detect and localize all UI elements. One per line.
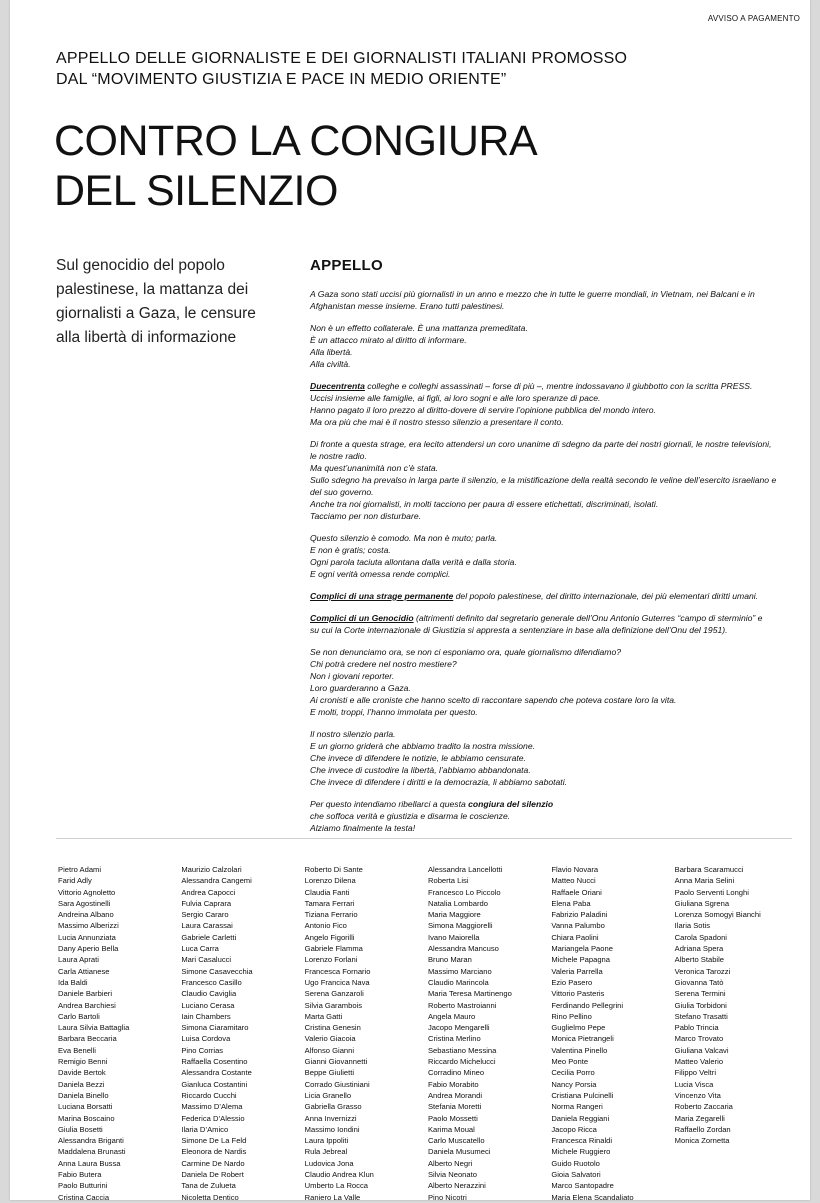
signatory-name: Valentina Pinello <box>551 1045 608 1055</box>
signatory-name: Andreina Albano <box>58 910 114 920</box>
signatory-name: Sergio Cararo <box>181 910 229 920</box>
signatory-name: Corradino Mineo <box>427 1068 485 1078</box>
appeal-line: che soffoca verità e giustizia e disarma le coscienze. <box>310 811 511 821</box>
signatory-name: Cecilia Porro <box>551 1068 595 1078</box>
signatory-name: Tana de Zulueta <box>181 1181 236 1191</box>
signatory-name: Laura Silvia Battaglia <box>58 1023 130 1033</box>
signatory-name: Farid Adly <box>58 876 92 886</box>
signatory-name: Daniela De Robert <box>181 1170 244 1180</box>
signatory-column <box>551 864 674 1203</box>
appeal-paragraph <box>310 646 780 718</box>
appeal-line: colleghe e colleghi assassinati – forse di più –, mentre indossavano il giubbotto con la scritta PRESS. <box>364 381 753 391</box>
signatory-name: Carola Spadoni <box>674 932 727 942</box>
signatory-name: Alfonso Gianni <box>304 1045 355 1055</box>
appeal-line: E un giorno griderà che abbiamo tradito la nostra missione. <box>310 741 535 751</box>
signatory-column <box>675 864 798 1203</box>
signatory-name: Serena Ganzaroli <box>304 989 364 999</box>
signatory-name: Marta Gatti <box>304 1011 343 1021</box>
appeal-line: È un attacco mirato al diritto di informare. <box>310 335 467 345</box>
appeal-line: Uccisi insieme alle famiglie, ai figli, ai loro sogni e alle loro speranze di pace. <box>310 393 601 403</box>
appeal-line: Per questo intendiamo ribellarci a questa <box>310 799 469 809</box>
appeal-section <box>310 257 780 844</box>
signatory-name: Riccardo Michelucci <box>427 1057 496 1067</box>
signatory-name: Cristina Caccia <box>58 1192 110 1202</box>
appeal-emphasis: Complici di una strage permanente <box>310 591 454 601</box>
signatory-name: Federica D’Alessio <box>181 1113 245 1123</box>
signatory-name: Michele Ruggiero <box>551 1147 611 1157</box>
appeal-paragraph <box>310 288 780 312</box>
signatory-name: Ludovica Jona <box>304 1158 354 1168</box>
signatory-name: Ivano Maiorella <box>427 932 480 942</box>
signatory-name: Simona Maggiorelli <box>427 921 493 931</box>
signatory-name: Roberta Lisi <box>427 876 469 886</box>
signatory-name: Pietro Adami <box>58 865 102 874</box>
signatory-column <box>305 864 428 1203</box>
signatories-list <box>58 864 798 1203</box>
signatory-name: Ugo Francica Nava <box>304 977 370 987</box>
signatory-name: Alessandra Cangemi <box>181 876 252 886</box>
appeal-line: Anche tra noi giornalisti, in molti tacciono per paura di essere etichettati, discriminati, isolati. <box>310 499 659 509</box>
signatory-name: Carmine De Nardo <box>181 1158 245 1168</box>
signatory-name: Gianni Giovannetti <box>304 1057 368 1067</box>
signatory-name: Maria Elena Scandaliato <box>551 1192 634 1202</box>
signatory-name: Paolo Serventi Longhi <box>674 887 749 897</box>
signatory-name: Luciano Cerasa <box>181 1000 235 1010</box>
signatory-name: Marina Boscaino <box>58 1113 115 1123</box>
signatory-name: Valerio Giacoia <box>304 1034 356 1044</box>
headline <box>54 116 694 216</box>
signatory-name: Maria Maggiore <box>427 910 481 920</box>
paid-ad-label: AVVISO A PAGAMENTO <box>707 14 800 23</box>
signatory-name: Stefania Moretti <box>427 1102 482 1112</box>
signatory-name: Roberto Zaccaria <box>674 1102 733 1112</box>
signatory-name: Monica Pietrangeli <box>551 1034 614 1044</box>
signatory-name: Lorenzo Forlani <box>304 955 358 965</box>
signatory-name: Francesco Casillo <box>181 977 242 987</box>
signatory-name: Barbara Scaramucci <box>674 865 744 874</box>
signatory-name: Ezio Pasero <box>551 977 593 987</box>
signatory-name: Anna Maria Selini <box>674 876 735 886</box>
appeal-line: Se non denunciamo ora, se non ci esponiamo ora, quale giornalismo difendiamo? <box>310 647 622 657</box>
appeal-paragraph <box>310 798 780 834</box>
signatory-name: Laura Ippoliti <box>304 1136 349 1146</box>
appeal-paragraph <box>310 728 780 788</box>
signatory-column <box>428 864 551 1203</box>
signatory-name: Mariangela Paone <box>551 944 613 954</box>
signatory-name: Alessandra Costante <box>181 1068 252 1078</box>
signatory-name: Fulvia Caprara <box>181 898 232 908</box>
signatory-name: Daniela Musumeci <box>427 1147 491 1157</box>
signatory-name: Giulia Bosetti <box>58 1124 103 1134</box>
appeal-line: Ai cronisti e alle croniste che hanno scelto di raccontare sapendo che poteva costare loro la vita. <box>310 695 677 705</box>
signatory-name: Vincenzo Vita <box>674 1090 721 1100</box>
newspaper-page <box>10 0 810 1200</box>
appeal-line: Alla libertà. <box>310 347 353 357</box>
signatory-name: Daniela Binello <box>58 1090 109 1100</box>
signatory-name: Raffaele Oriani <box>551 887 602 897</box>
signatory-name: Cristiana Pulcinelli <box>551 1090 614 1100</box>
signatory-name: Marco Trovato <box>674 1034 724 1044</box>
appeal-paragraph <box>310 532 780 580</box>
signatory-name: Maria Teresa Martinengo <box>427 989 512 999</box>
appeal-line: Che invece di difendere le notizie, le abbiamo censurate. <box>310 753 526 763</box>
appeal-paragraph <box>310 438 780 522</box>
signatory-name: Guido Ruotolo <box>551 1158 600 1168</box>
signatory-name: Laura Aprati <box>58 955 99 965</box>
appeal-line: Tacciamo per non disturbare. <box>310 511 421 521</box>
appeal-line: Che invece di difendere i diritti e la democrazia, li abbiamo sabotati. <box>310 777 567 787</box>
signatory-name: Giuliana Sgrena <box>674 898 730 908</box>
signatory-name: Jacopo Ricca <box>551 1124 597 1134</box>
signatory-name: Francesco Lo Piccolo <box>427 887 501 897</box>
signatory-name: Claudio Marincola <box>427 977 489 987</box>
appeal-line: Ma quest’unanimità non c’è stata. <box>310 463 439 473</box>
signatory-name: Stefano Trasatti <box>674 1011 728 1021</box>
signatory-name: Pino Nicotri <box>427 1192 467 1202</box>
appeal-paragraph <box>310 590 780 602</box>
signatory-name: Francesca Rinaldi <box>551 1136 613 1146</box>
signatory-name: Tamara Ferrari <box>304 898 355 908</box>
signatory-name: Vittorio Agnoletto <box>58 887 116 897</box>
signatory-name: Nicoletta Dentico <box>181 1192 239 1202</box>
signatory-name: Pablo Trincia <box>674 1023 719 1033</box>
signatory-name: Chiara Paolini <box>551 932 599 942</box>
signatory-name: Massimo Alberizzi <box>58 921 119 931</box>
appeal-emphasis: Complici di un Genocidio <box>310 613 414 623</box>
signatory-name: Marco Santopadre <box>551 1181 614 1191</box>
signatory-name: Andrea Barchiesi <box>58 1000 116 1010</box>
signatory-name: Lorenzo Dilena <box>304 876 356 886</box>
intro-line-1: APPELLO DELLE GIORNALISTE E DEI GIORNALISTI ITALIANI PROMOSSO <box>56 50 628 67</box>
signatory-name: Giuliana Valcavi <box>674 1045 729 1055</box>
signatory-name: Tiziana Ferrario <box>304 910 358 920</box>
signatory-name: Antonio Fico <box>304 921 347 931</box>
signatory-name: Angelo Figorilli <box>304 932 355 942</box>
signatory-name: Anna Invernizzi <box>304 1113 357 1123</box>
divider <box>56 838 792 839</box>
signatory-name: Paolo Mossetti <box>427 1113 478 1123</box>
signatory-name: Andrea Capocci <box>181 887 236 897</box>
signatory-name: Ilaria Sotis <box>674 921 711 931</box>
signatory-name: Carla Attianese <box>58 966 110 976</box>
signatory-name: Rula Jebreal <box>304 1147 348 1157</box>
signatory-name: Flavio Novara <box>551 865 599 874</box>
appeal-emphasis: congiura del silenzio <box>468 799 554 809</box>
appeal-line: A Gaza sono stati uccisi più giornalisti in un anno e mezzo che in tutte le guerre mondiali, in Vietnam, nei Balcani e in <box>310 289 755 299</box>
signatory-name: Carlo Muscatello <box>427 1136 485 1146</box>
signatory-name: Andrea Morandi <box>427 1090 483 1100</box>
signatory-name: Luciana Borsatti <box>58 1102 113 1112</box>
appeal-emphasis: Duecentrenta <box>310 381 365 391</box>
signatory-name: Guglielmo Pepe <box>551 1023 606 1033</box>
signatory-name: Claudio Andrea Klun <box>304 1170 374 1180</box>
signatory-name: Paolo Butturini <box>58 1181 108 1191</box>
signatory-name: Sara Agostinelli <box>58 898 111 908</box>
signatory-name: Luca Carra <box>181 944 219 954</box>
signatory-name: Daniela Bezzi <box>58 1079 105 1089</box>
signatory-name: Angela Mauro <box>427 1011 476 1021</box>
appeal-line: Non i giovani reporter. <box>310 671 395 681</box>
signatory-name: Raffaella Cosentino <box>181 1057 248 1067</box>
signatory-name: Alessandra Briganti <box>58 1136 124 1146</box>
signatory-name: Fabio Morabito <box>427 1079 479 1089</box>
signatory-name: Lucia Annunziata <box>58 932 116 942</box>
signatory-name: Gabriele Carletti <box>181 932 237 942</box>
appeal-line: E ogni verità omessa rende complici. <box>310 569 451 579</box>
intro-text <box>56 48 676 90</box>
signatory-name: Valeria Parrella <box>551 966 603 976</box>
signatory-name: Alberto Stabile <box>674 955 725 965</box>
intro-line-2: DAL “MOVIMENTO GIUSTIZIA E PACE IN MEDIO ORIENTE” <box>56 71 507 88</box>
signatory-name: Vittorio Pasteris <box>551 989 605 999</box>
signatory-name: Matteo Nucci <box>551 876 596 886</box>
signatory-name: Davide Bertok <box>58 1068 106 1078</box>
appeal-line: Alziamo finalmente la testa! <box>310 823 416 833</box>
signatory-name: Alberto Negri <box>427 1158 473 1168</box>
signatory-name: Vanna Palumbo <box>551 921 605 931</box>
signatory-name: Giovanna Tatò <box>674 977 724 987</box>
signatory-name: Matteo Valerio <box>674 1057 724 1067</box>
signatory-name: Giulia Torbidoni <box>674 1000 727 1010</box>
appeal-line: Ma ora più che mai è il nostro stesso silenzio a presentare il conto. <box>310 417 564 427</box>
signatory-name: Sebastiano Messina <box>427 1045 497 1055</box>
signatory-name: Monica Zornetta <box>674 1136 730 1146</box>
signatory-name: Maurizio Calzolari <box>181 865 242 874</box>
signatory-name: Claudia Fanti <box>304 887 350 897</box>
signatory-name: Gabriella Grasso <box>304 1102 362 1112</box>
signatory-name: Pino Corrias <box>181 1045 224 1055</box>
signatory-name: Maddalena Brunasti <box>58 1147 126 1157</box>
signatory-name: Alberto Nerazzini <box>427 1181 486 1191</box>
signatory-name: Corrado Giustiniani <box>304 1079 370 1089</box>
signatory-name: Remigio Benni <box>58 1057 108 1067</box>
appeal-line: su cui la Corte internazionale di Giustizia si appresta a sentenziare in base alla definizione dell’Onu del 1951). <box>310 625 728 635</box>
appeal-line: E non è gratis; costa. <box>310 545 391 555</box>
headline-line-2: DEL SILENZIO <box>54 167 338 215</box>
signatory-name: Barbara Beccaria <box>58 1034 117 1044</box>
appeal-line: Sullo sdegno ha prevalso in larga parte il silenzio, e la mistificazione della realtà secondo le veline dell’esercito israeliano e <box>310 475 777 485</box>
headline-line-1: CONTRO LA CONGIURA <box>54 117 538 165</box>
appeal-line: Chi potrà credere nel nostro mestiere? <box>310 659 457 669</box>
signatory-name: Roberto Mastroianni <box>427 1000 497 1010</box>
signatory-name: Massimo Iondini <box>304 1124 360 1134</box>
appeal-line: le nostre radio. <box>310 451 367 461</box>
appeal-line: Ogni parola taciuta allontana dalla verità e dalla storia. <box>310 557 517 567</box>
signatory-name: Veronica Tarozzi <box>674 966 731 976</box>
signatory-name: Michele Papagna <box>551 955 610 965</box>
signatory-name: Lorenza Somogyi Bianchi <box>674 910 761 920</box>
signatory-name: Luisa Cordova <box>181 1034 231 1044</box>
appeal-line: del popolo palestinese, del diritto internazionale, dei più elementari diritti umani. <box>453 591 759 601</box>
appeal-line: Di fronte a questa strage, era lecito attendersi un coro unanime di sdegno da parte dei nostri giornali, le nostre televisioni, <box>310 439 772 449</box>
appeal-line: del suo governo. <box>310 487 374 497</box>
signatory-name: Dany Aperio Bella <box>58 944 119 954</box>
signatory-column <box>181 864 304 1203</box>
signatory-name: Iain Chambers <box>181 1011 231 1021</box>
signatory-name: Ida Baldi <box>58 977 88 987</box>
appeal-line: Hanno pagato il loro prezzo al diritto-dovere di servire l’opinione pubblica del mondo intero. <box>310 405 656 415</box>
appeal-line: Loro guarderanno a Gaza. <box>310 683 411 693</box>
appeal-line: Che invece di custodire la libertà, l’abbiamo abbandonata. <box>310 765 531 775</box>
signatory-name: Maria Zegarelli <box>674 1113 725 1123</box>
signatory-name: Raffaello Zordan <box>674 1124 731 1134</box>
signatory-name: Anna Laura Bussa <box>58 1158 121 1168</box>
appeal-line: Questo silenzio è comodo. Ma non è muto; parla. <box>310 533 498 543</box>
signatory-name: Fabio Butera <box>58 1170 102 1180</box>
signatory-name: Alessandra Mancuso <box>427 944 499 954</box>
appeal-paragraph <box>310 612 780 636</box>
appeal-paragraph <box>310 322 780 370</box>
signatory-name: Gianluca Costantini <box>181 1079 248 1089</box>
signatory-name: Norma Rangeri <box>551 1102 603 1112</box>
signatory-name: Massimo Marciano <box>427 966 492 976</box>
signatory-name: Ilaria D’Amico <box>181 1124 229 1134</box>
signatory-name: Raniero La Valle <box>304 1192 361 1202</box>
signatory-name: Cristina Merlino <box>427 1034 481 1044</box>
signatory-name: Riccardo Cucchi <box>181 1090 237 1100</box>
signatory-name: Meo Ponte <box>551 1057 589 1067</box>
appeal-line: (altrimenti definito dal segretario generale dell’Onu Antonio Guterres “campo di sterminio” e <box>413 613 763 623</box>
signatory-name: Laura Carassai <box>181 921 233 931</box>
signatory-name: Ferdinando Pellegrini <box>551 1000 624 1010</box>
signatory-name: Claudio Caviglia <box>181 989 237 999</box>
appeal-line: Il nostro silenzio parla. <box>310 729 396 739</box>
signatory-name: Gabriele Flamma <box>304 944 363 954</box>
signatory-column <box>58 864 181 1203</box>
signatory-name: Daniele Barbieri <box>58 989 113 999</box>
signatory-name: Alessandra Lancellotti <box>427 865 503 874</box>
signatory-name: Roberto Di Sante <box>304 865 363 874</box>
signatory-name: Serena Termini <box>674 989 726 999</box>
signatory-name: Mari Casalucci <box>181 955 232 965</box>
signatory-name: Elena Paba <box>551 898 591 908</box>
appeal-line: Alla civiltà. <box>310 359 351 369</box>
signatory-name: Simone De La Feld <box>181 1136 247 1146</box>
signatory-name: Simone Casavecchia <box>181 966 253 976</box>
signatory-name: Bruno Maran <box>427 955 472 965</box>
signatory-name: Rino Pellino <box>551 1011 592 1021</box>
appeal-line: Afghanistan messe insieme. Erano tutti palestinesi. <box>310 301 505 311</box>
signatory-name: Daniela Reggiani <box>551 1113 610 1123</box>
signatory-name: Lucia Visca <box>674 1079 714 1089</box>
signatory-name: Eva Benelli <box>58 1045 96 1055</box>
signatory-name: Karima Moual <box>427 1124 475 1134</box>
signatory-name: Simona Ciaramitaro <box>181 1023 249 1033</box>
subtitle: Sul genocidio del popolo palestinese, la mattanza dei giornalisti a Gaza, le censure alla libertà di informazione <box>56 257 256 346</box>
signatory-name: Natalia Lombardo <box>427 898 488 908</box>
appeal-line: E molti, troppi, l’hanno immolata per questo. <box>310 707 478 717</box>
signatory-name: Umberto La Rocca <box>304 1181 368 1191</box>
signatory-name: Eleonora de Nardis <box>181 1147 247 1157</box>
signatory-name: Fabrizio Paladini <box>551 910 608 920</box>
signatory-name: Jacopo Mengarelli <box>427 1023 490 1033</box>
appeal-line: Non è un effetto collaterale. È una mattanza premeditata. <box>310 323 528 333</box>
appeal-paragraph <box>310 380 780 428</box>
signatory-name: Carlo Bartoli <box>58 1011 100 1021</box>
signatory-name: Silvia Neonato <box>427 1170 477 1180</box>
signatory-name: Cristina Genesin <box>304 1023 361 1033</box>
signatory-name: Gioia Salvatori <box>551 1170 601 1180</box>
signatory-name: Francesca Fornario <box>304 966 371 976</box>
signatory-name: Adriana Spera <box>674 944 724 954</box>
signatory-name: Beppe Giulietti <box>304 1068 355 1078</box>
signatory-name: Filippo Veltri <box>674 1068 717 1078</box>
appeal-title: APPELLO <box>310 257 383 274</box>
signatory-name: Nancy Porsia <box>551 1079 597 1089</box>
signatory-name: Silvia Garambois <box>304 1000 363 1010</box>
signatory-name: Licia Granello <box>304 1090 352 1100</box>
signatory-name: Massimo D’Alema <box>181 1102 243 1112</box>
